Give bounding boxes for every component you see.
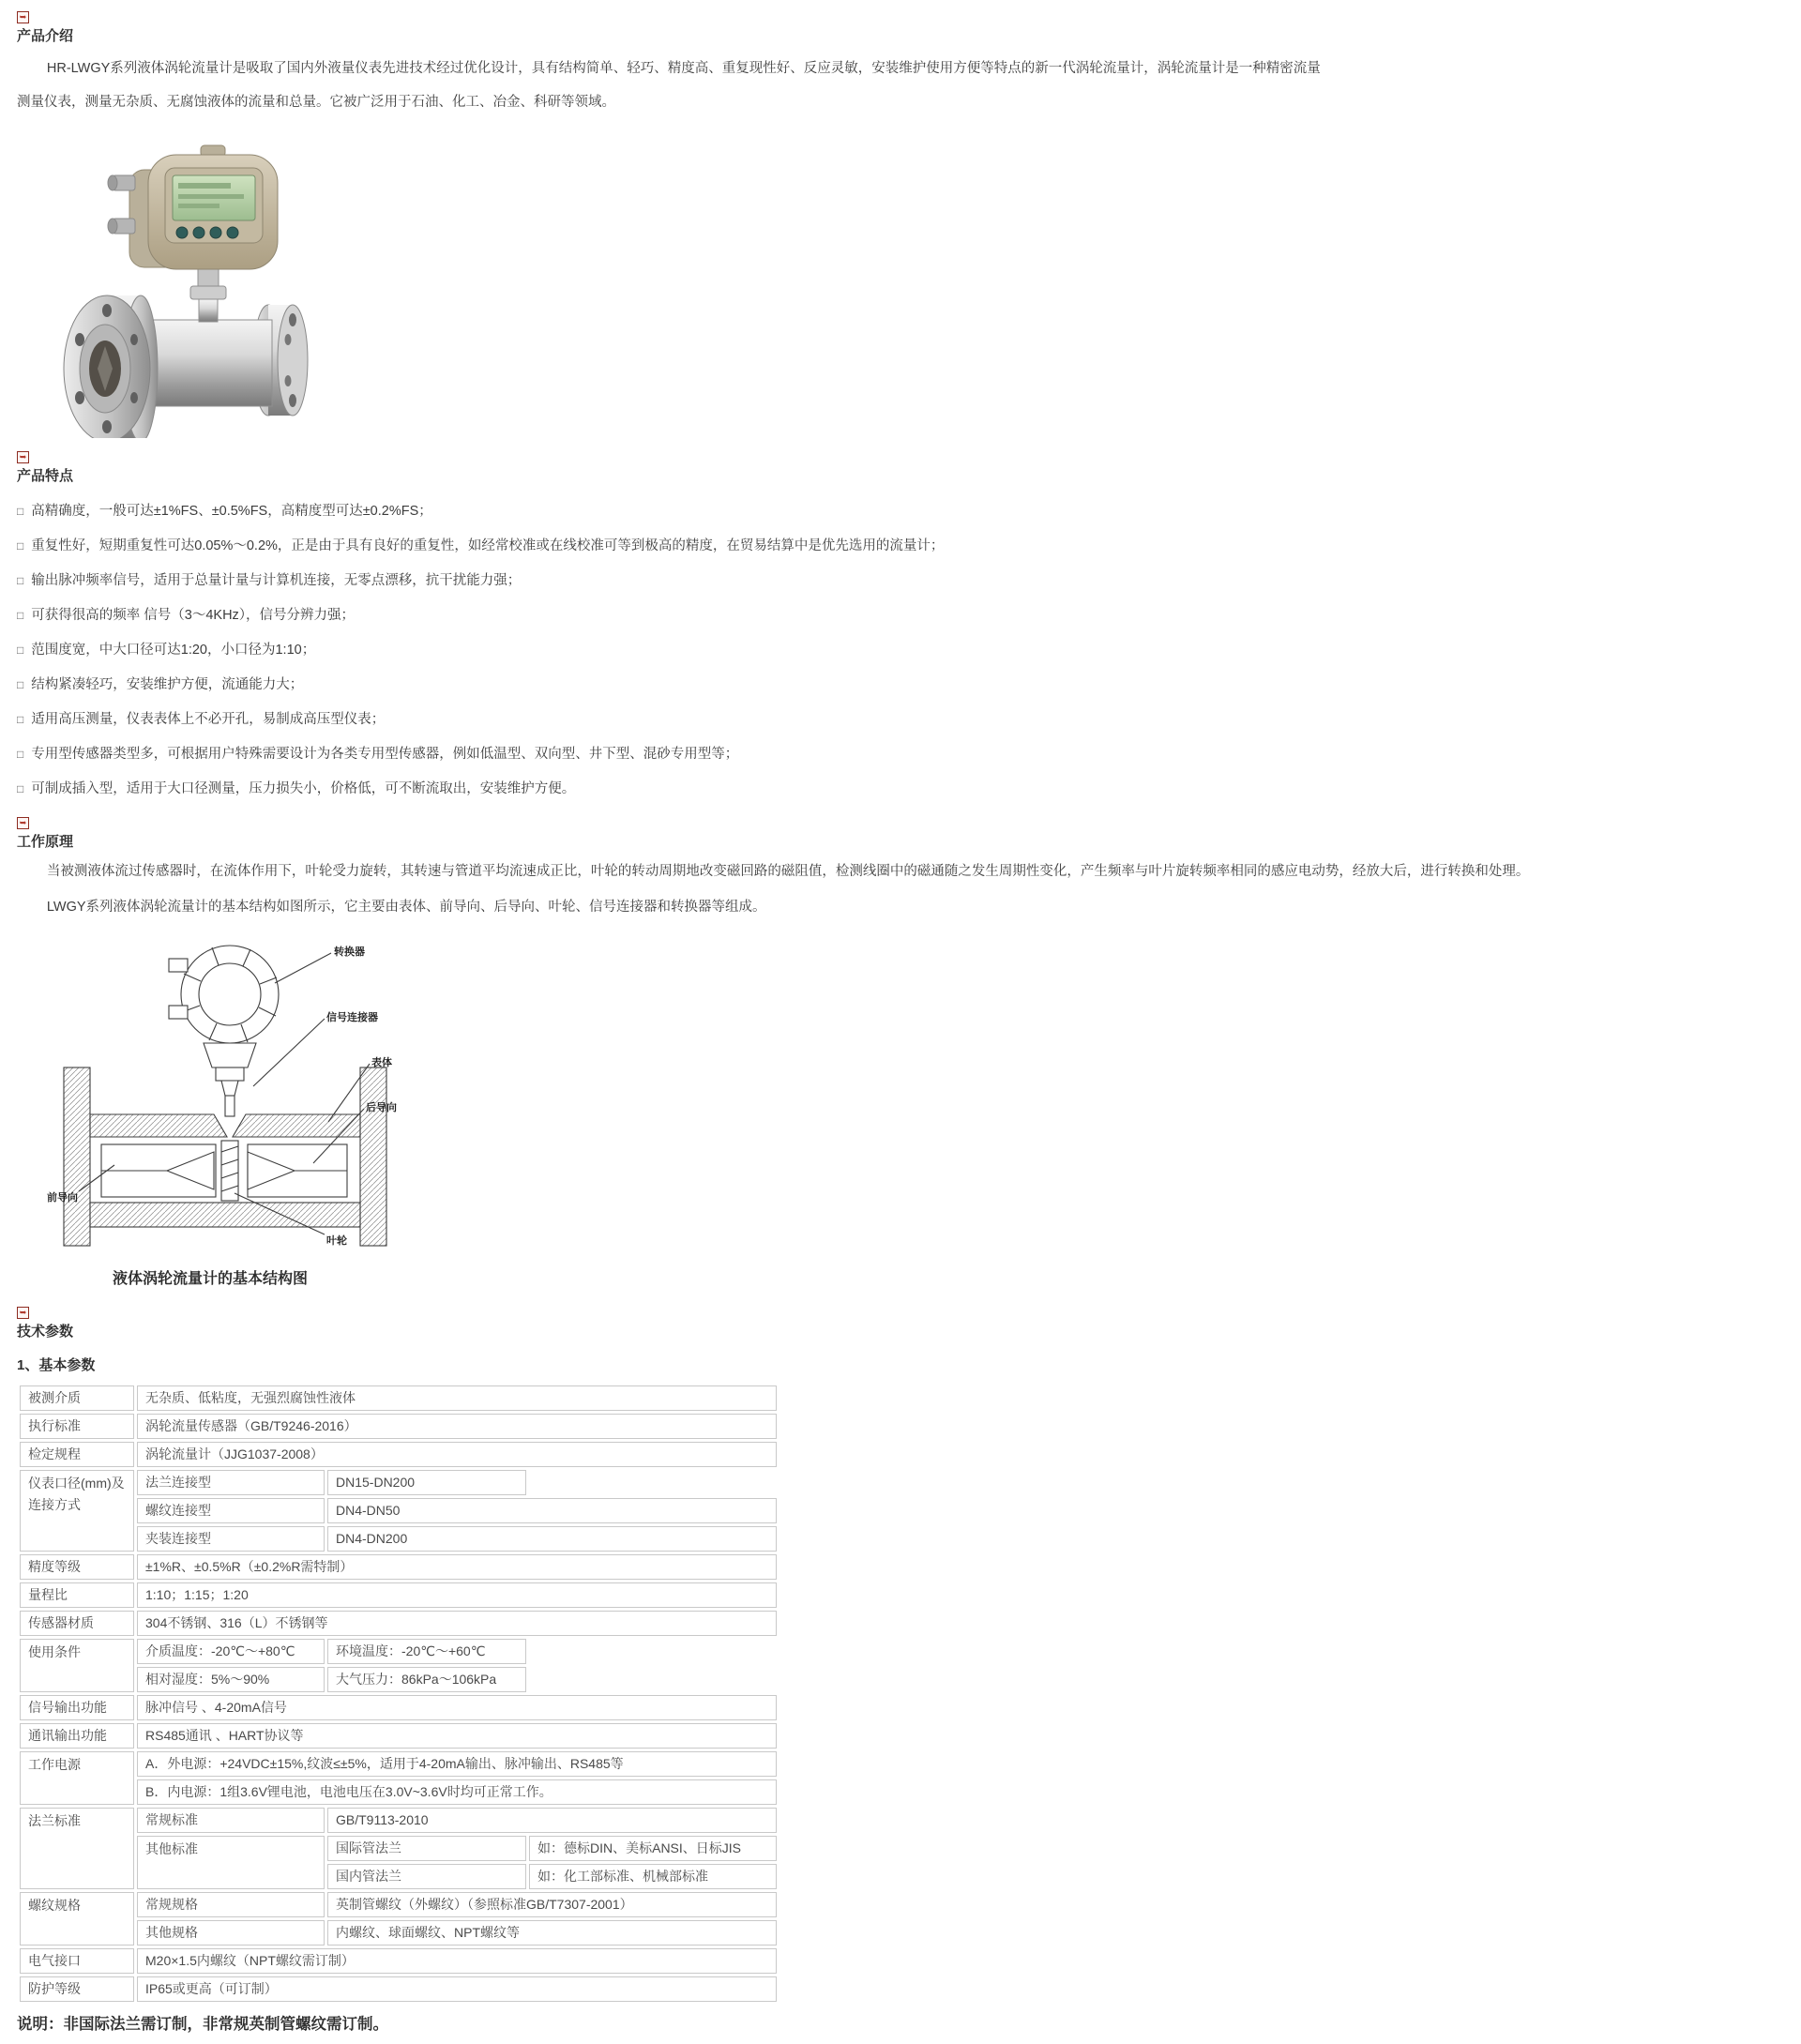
table-row — [20, 1470, 777, 1495]
spec-label-cell: 传感器材质 — [20, 1611, 134, 1636]
spec-label-cell: 量程比 — [20, 1582, 134, 1608]
feature-text: 范围度宽，中大口径可达1:20，小口径为1:10； — [31, 643, 316, 658]
spec-value-cell: 介质温度：-20℃～+80℃ — [137, 1639, 325, 1664]
spec-value-cell: B．内电源：1组3.6V锂电池，电池电压在3.0V~3.6V时均可正常工作。 — [137, 1779, 777, 1805]
table-row — [20, 1639, 777, 1664]
feature-item — [17, 779, 1784, 799]
table-row — [20, 1442, 777, 1467]
spec-value-cell: 如：化工部标准、机械部标准 — [529, 1864, 777, 1889]
spec-table — [17, 1383, 779, 2005]
label-body: 表体 — [371, 1057, 392, 1068]
feature-item — [17, 640, 1784, 660]
left-flange-drawing — [64, 1067, 90, 1246]
red-anchor-icon: ➥ — [17, 451, 29, 463]
feature-item — [17, 605, 1784, 626]
table-row — [20, 1751, 777, 1777]
feature-text: 适用高压测量，仪表表体上不必开孔，易制成高压型仪表； — [31, 712, 386, 727]
section-marker-row — [17, 447, 1784, 461]
features-heading: 产品特点 — [17, 468, 74, 484]
principle-paragraph-1: 当被测液体流过传感器时，在流体作用下，叶轮受力旋转，其转速与管道平均流速成正比，叶轮的转动周期地改变磁回路的磁阻值，检测线圈中的磁通随之发生周期性变化，产生频率与叶片旋转频率相同的感应电动势，经放大后，进行转换和处理。 — [46, 864, 1530, 879]
spec-sublabel-cell: 其他规格 — [137, 1920, 325, 1946]
left-flange — [64, 295, 158, 438]
spec-label-cell: 执行标准 — [20, 1414, 134, 1439]
feature-item — [17, 709, 1784, 730]
spec-empty-cell — [529, 1667, 777, 1692]
spec-value-cell: DN4-DN50 — [327, 1498, 777, 1523]
spec-label-cell: 检定规程 — [20, 1442, 134, 1467]
feature-item — [17, 536, 1784, 556]
table-row — [20, 1695, 777, 1720]
table-note: 说明：非国际法兰需订制，非常规英制管螺纹需订制。 — [17, 2016, 388, 2033]
spec-value-cell: RS485通讯 、HART协议等 — [137, 1723, 777, 1749]
square-bullet-icon: □ — [17, 539, 24, 553]
table-row — [20, 1385, 777, 1411]
square-bullet-icon: □ — [17, 609, 24, 622]
table-row — [20, 1611, 777, 1636]
square-bullet-icon: □ — [17, 748, 24, 761]
table-row — [20, 1582, 777, 1608]
spec-label-cell: 电气接口 — [20, 1948, 134, 1974]
spec-label-cell: 仪表口径(mm)及连接方式 — [20, 1470, 134, 1552]
structure-diagram-drawing — [47, 931, 422, 1261]
square-bullet-icon: □ — [17, 678, 24, 691]
params-heading: 技术参数 — [17, 1324, 74, 1340]
red-anchor-icon: ➥ — [17, 817, 29, 829]
feature-text: 可获得很高的频率 信号（3～4KHz），信号分辨力强； — [31, 608, 356, 623]
intro-heading: 产品介绍 — [17, 28, 74, 44]
label-impeller: 叶轮 — [326, 1235, 347, 1247]
square-bullet-icon: □ — [17, 713, 24, 726]
rear-guide-drawing — [248, 1144, 347, 1197]
square-bullet-icon: □ — [17, 643, 24, 657]
feature-text: 专用型传感器类型多，可根据用户特殊需要设计为各类专用型传感器，例如低温型、双向型、井下型、混砂专用型等； — [31, 747, 739, 762]
spec-empty-cell — [529, 1470, 777, 1495]
structure-diagram — [47, 931, 441, 1290]
front-guide-drawing — [101, 1144, 216, 1197]
spec-label-cell: 防护等级 — [20, 1976, 134, 2002]
product-photo — [51, 121, 332, 438]
feature-text: 高精确度，一般可达±1%FS、±0.5%FS，高精度型可达±0.2%FS； — [31, 504, 432, 519]
turbine-flowmeter-photo — [51, 121, 332, 438]
params-subheading: 1、基本参数 — [17, 1357, 96, 1373]
spec-sublabel-cell: 常规标准 — [137, 1808, 325, 1833]
spec-sublabel-cell: 法兰连接型 — [137, 1470, 325, 1495]
spec-label-cell: 法兰标准 — [20, 1808, 134, 1889]
features-list — [17, 501, 1784, 799]
red-anchor-icon: ➥ — [17, 1307, 29, 1319]
table-row — [20, 1892, 777, 1917]
spec-sublabel-cell: 其他标准 — [137, 1836, 325, 1889]
spec-value-cell: GB/T9113-2010 — [327, 1808, 777, 1833]
spec-value-cell: 涡轮流量传感器（GB/T9246-2016） — [137, 1414, 777, 1439]
button-icon — [227, 227, 238, 238]
label-rear-guide: 后导向 — [366, 1102, 397, 1113]
section-marker-row — [17, 813, 1784, 826]
spec-value-cell: 相对湿度：5%～90% — [137, 1667, 325, 1692]
spec-value-cell: DN15-DN200 — [327, 1470, 526, 1495]
feature-text: 输出脉冲频率信号，适用于总量计量与计算机连接，无零点漂移，抗干扰能力强； — [31, 573, 522, 588]
spec-label-cell: 信号输出功能 — [20, 1695, 134, 1720]
feature-item — [17, 501, 1784, 522]
spec-sublabel-cell: 螺纹连接型 — [137, 1498, 325, 1523]
spec-value-cell: 1:10；1:15；1:20 — [137, 1582, 777, 1608]
right-flange-drawing — [360, 1067, 386, 1246]
spec-value-cell: ±1%R、±0.5%R（±0.2%R需特制） — [137, 1554, 777, 1580]
pipe-top-wall-left — [90, 1114, 227, 1137]
feature-item — [17, 674, 1784, 695]
spec-value-cell: 英制管螺纹（外螺纹）（参照标准GB/T7307-2001） — [327, 1892, 777, 1917]
feature-item — [17, 570, 1784, 591]
spec-value-cell: 涡轮流量计（JJG1037-2008） — [137, 1442, 777, 1467]
spec-label-cell: 螺纹规格 — [20, 1892, 134, 1946]
label-signal-connector: 信号连接器 — [326, 1012, 378, 1023]
square-bullet-icon: □ — [17, 782, 24, 795]
spec-value-cell: 环境温度：-20℃～+60℃ — [327, 1639, 526, 1664]
principle-paragraph-2: LWGY系列液体涡轮流量计的基本结构如图所示，它主要由表体、前导向、后导向、叶轮、信号连接器和转换器等组成。 — [46, 900, 766, 915]
spec-value-cell: 内螺纹、球面螺纹、NPT螺纹等 — [327, 1920, 777, 1946]
intro-paragraph: HR-LWGY系列液体涡轮流量计是吸取了国内外液量仪表先进技术经过优化设计，具有结构简单、轻巧、精度高、重复现性好、反应灵敏，安装维护使用方便等特点的新一代涡轮流量计，涡轮流量计是一种精密流量测量仪表，测量无杂质、无腐蚀液体的流量和总量。它被广泛用于石油、化工、冶金、科研等领域。 — [17, 61, 1321, 110]
table-row — [20, 1976, 777, 2002]
spec-value-cell: 304不锈钢、316（L）不锈钢等 — [137, 1611, 777, 1636]
table-row — [20, 1723, 777, 1749]
table-row — [20, 1948, 777, 1974]
table-row — [20, 1808, 777, 1833]
spec-label-cell: 精度等级 — [20, 1554, 134, 1580]
table-row — [20, 1554, 777, 1580]
signal-connector-drawing — [204, 1043, 256, 1116]
spec-value-cell: 如：德标DIN、美标ANSI、日标JIS — [529, 1836, 777, 1861]
pipe-bottom-wall — [90, 1203, 360, 1227]
feature-text: 结构紧凑轻巧，安装维护方便，流通能力大； — [31, 677, 304, 692]
feature-item — [17, 744, 1784, 765]
spec-label-cell: 使用条件 — [20, 1639, 134, 1692]
principle-heading: 工作原理 — [17, 834, 74, 850]
spec-value-cell: DN4-DN200 — [327, 1526, 777, 1552]
spec-value-cell: 大气压力：86kPa～106kPa — [327, 1667, 526, 1692]
spec-value-cell: IP65或更高（可订制） — [137, 1976, 777, 2002]
spec-value-cell: 无杂质、低粘度，无强烈腐蚀性液体 — [137, 1385, 777, 1411]
spec-sublabel-cell: 常规规格 — [137, 1892, 325, 1917]
transmitter-head — [108, 145, 278, 269]
spec-value-cell: M20×1.5内螺纹（NPT螺纹需订制） — [137, 1948, 777, 1974]
spec-sublabel-cell: 国际管法兰 — [327, 1836, 526, 1861]
spec-sublabel-cell: 国内管法兰 — [327, 1864, 526, 1889]
table-row — [20, 1414, 777, 1439]
red-anchor-icon: ➥ — [17, 11, 29, 23]
button-icon — [176, 227, 188, 238]
section-marker-row — [17, 1303, 1784, 1316]
spec-empty-cell — [529, 1639, 777, 1664]
button-icon — [193, 227, 204, 238]
label-front-guide: 前导向 — [47, 1192, 78, 1204]
spec-label-cell: 被测介质 — [20, 1385, 134, 1411]
spec-value-cell: 脉冲信号 、4-20mA信号 — [137, 1695, 777, 1720]
spec-label-cell: 通讯输出功能 — [20, 1723, 134, 1749]
feature-text: 可制成插入型，适用于大口径测量，压力损失小，价格低，可不断流取出，安装维护方便。 — [31, 781, 576, 796]
spec-sublabel-cell: 夹装连接型 — [137, 1526, 325, 1552]
converter-drawing — [169, 946, 279, 1043]
square-bullet-icon: □ — [17, 574, 24, 587]
feature-text: 重复性好，短期重复性可达0.05%～0.2%，正是由于具有良好的重复性，如经常校准或在线校准可等到极高的精度，在贸易结算中是优先选用的流量计； — [31, 538, 945, 553]
label-converter: 转换器 — [334, 946, 365, 958]
button-icon — [210, 227, 221, 238]
spec-value-cell: A．外电源：+24VDC±15%,纹波≤±5%，适用于4-20mA输出、脉冲输出、RS485等 — [137, 1751, 777, 1777]
sensor-stem — [190, 267, 226, 322]
diagram-caption: 液体涡轮流量计的基本结构图 — [113, 1271, 309, 1287]
section-marker-row — [17, 8, 1784, 21]
square-bullet-icon: □ — [17, 505, 24, 518]
spec-label-cell: 工作电源 — [20, 1751, 134, 1805]
impeller-drawing — [221, 1141, 238, 1201]
